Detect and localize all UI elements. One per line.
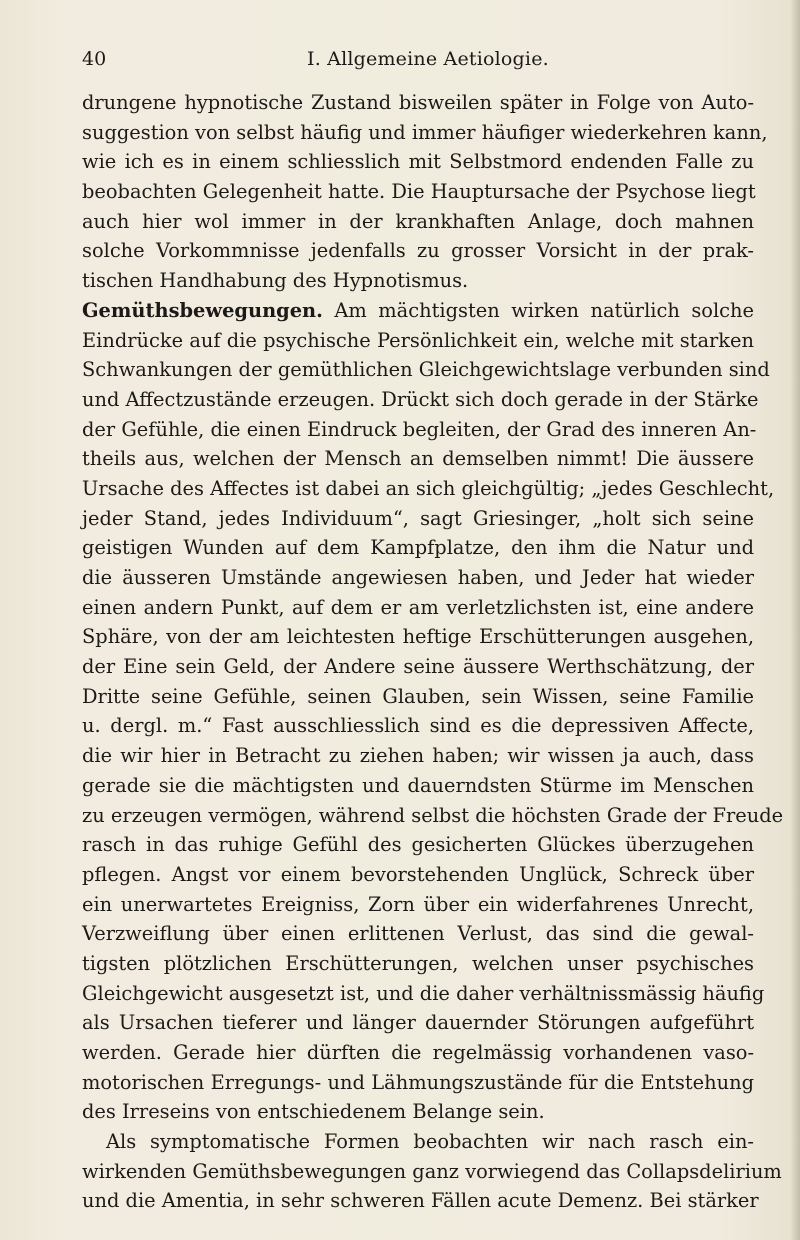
text-line: tigsten plötzlichen Erschütterungen, welchen unser psychisches: [82, 951, 754, 975]
text-line: die äusseren Umstände angewiesen haben, und Jeder hat wieder: [82, 566, 754, 589]
text-line: jeder Stand, jedes Individuum“, sagt Griesinger, „holt sich seine: [82, 506, 754, 530]
text-line: suggestion von selbst häufig und immer häufiger wiederkehren kann,: [82, 120, 768, 144]
text-line: als Ursachen tieferer und länger dauernder Störungen aufgeführt: [82, 1011, 754, 1035]
text-line: geistigen Wunden auf dem Kampfplatze, den ihm die Natur und: [82, 536, 754, 560]
text-line: Sphäre, von der am leichtesten heftige Erschütterungen ausgehen,: [82, 625, 754, 649]
text-line: ein unerwartetes Ereigniss, Zorn über ein widerfahrenes Unrecht,: [82, 892, 754, 916]
text-line: gerade sie die mächtigsten und dauerndsten Stürme im Menschen: [82, 773, 754, 797]
text-line: pflegen. Angst vor einem bevorstehenden Unglück, Schreck über: [82, 862, 754, 886]
text-line: wirkenden Gemüthsbewegungen ganz vorwiegend das Collapsdelirium: [82, 1159, 782, 1183]
text-line: u. dergl. m.“ Fast ausschliesslich sind es die depressiven Affecte,: [82, 714, 754, 738]
text-line-paragraph-start: Als symptomatische Formen beobachten wir nach rasch ein-: [106, 1130, 754, 1154]
text-line: und die Amentia, in sehr schweren Fällen acute Demenz. Bei stärker: [82, 1189, 759, 1213]
page-edge-shadow: [790, 0, 800, 1240]
text-line: zu erzeugen vermögen, während selbst die höchsten Grade der Freude: [82, 803, 784, 827]
text-line: rasch in das ruhige Gefühl des gesicherten Glückes überzugehen: [82, 833, 754, 857]
text-line: theils aus, welchen der Mensch an demselben nimmt! Die äussere: [82, 447, 754, 471]
running-head: I. Allgemeine Aetiologie.: [307, 48, 549, 70]
text-line: die wir hier in Betracht zu ziehen haben; wir wissen ja auch, dass: [82, 744, 754, 768]
text-line: Verzweiflung über einen erlittenen Verlust, das sind die gewal-: [82, 922, 754, 946]
text-line: Gleichgewicht ausgesetzt ist, und die daher verhältnissmässig häufig: [82, 981, 765, 1005]
text-line: beobachten Gelegenheit hatte. Die Hauptursache der Psychose liegt: [82, 180, 756, 204]
text-line-rest: Am mächtigsten wirken natürlich solche: [334, 298, 754, 322]
text-line: drungene hypnotische Zustand bisweilen später in Folge von Auto-: [82, 91, 754, 114]
page-header: [82, 48, 754, 76]
text-line: einen andern Punkt, auf dem er am verletzlichsten ist, eine andere: [82, 595, 754, 619]
body-text: [82, 88, 784, 1216]
text-line: der Gefühle, die einen Eindruck begleiten, der Grad des inneren An-: [82, 417, 757, 441]
text-line: der Eine sein Geld, der Andere seine äussere Werthschätzung, der: [82, 655, 754, 679]
text-line: auch hier wol immer in der krankhaften Anlage, doch mahnen: [82, 209, 754, 233]
page-number: 40: [82, 48, 107, 70]
text-line: solche Vorkommnisse jedenfalls zu grosser Vorsicht in der prak-: [82, 239, 754, 263]
text-line: des Irreseins von entschiedenem Belange sein.: [82, 1100, 545, 1124]
text-line: werden. Gerade hier dürften die regelmässig vorhandenen vaso-: [82, 1041, 754, 1064]
text-line: motorischen Erregungs- und Lähmungszustände für die Entstehung: [82, 1070, 754, 1094]
text-line: tischen Handhabung des Hypnotismus.: [82, 269, 469, 293]
text-line: wie ich es in einem schliesslich mit Selbstmord endenden Falle zu: [82, 150, 754, 174]
text-line-section-start: [82, 296, 754, 326]
text-line: Ursache des Affectes ist dabei an sich gleichgültig; „jedes Geschlecht,: [82, 476, 775, 500]
section-heading: Gemüthsbewegungen.: [82, 298, 323, 322]
text-line: Dritte seine Gefühle, seinen Glauben, sein Wissen, seine Familie: [82, 684, 754, 708]
text-line: Schwankungen der gemüthlichen Gleichgewichtslage verbunden sind: [82, 358, 770, 382]
text-line: Eindrücke auf die psychische Persönlichkeit ein, welche mit starken: [82, 328, 754, 352]
text-line: und Affectzustände erzeugen. Drückt sich doch gerade in der Stärke: [82, 387, 759, 411]
